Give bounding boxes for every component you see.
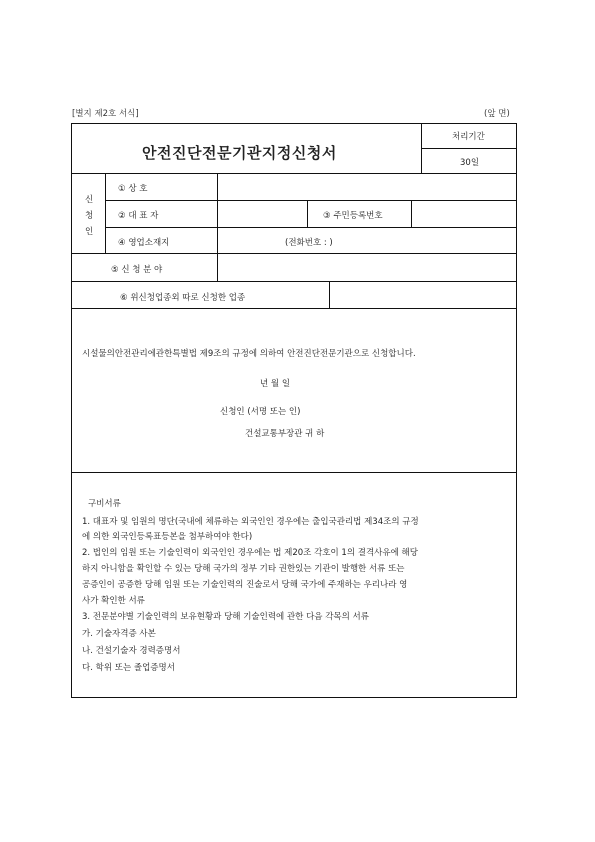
recipient: 건설교통부장관 귀 하 bbox=[245, 429, 325, 439]
divider bbox=[329, 281, 330, 308]
divider bbox=[421, 148, 517, 149]
divider bbox=[71, 472, 517, 473]
applicant-label-char: 신 bbox=[85, 195, 94, 205]
declaration-statement: 시설물의안전관리에관한특별법 제9조의 규정에 의하여 안전진단전문기관으로 신청합니다. bbox=[82, 349, 416, 359]
divider bbox=[421, 123, 422, 173]
document-line: 하지 아니함을 확인할 수 있는 당해 국가의 정부 기타 권한있는 기관이 발행한 서류 또는 bbox=[82, 564, 405, 574]
divider bbox=[71, 253, 517, 254]
document-line: 1. 대표자 및 임원의 명단(국내에 체류하는 외국인인 경우에는 출입국관리법 제34조의 규정 bbox=[82, 517, 419, 527]
representative-field[interactable] bbox=[219, 202, 305, 226]
office-address-field[interactable] bbox=[219, 229, 515, 252]
applicant-label-char: 인 bbox=[85, 227, 94, 237]
page-side-label: (앞 면) bbox=[484, 109, 510, 119]
form-title: 안전진단전문기관지정신청서 bbox=[142, 144, 337, 162]
divider bbox=[307, 200, 308, 227]
processing-period-value: 30일 bbox=[460, 158, 480, 168]
divider bbox=[105, 227, 517, 228]
required-documents-heading: 구비서류 bbox=[88, 499, 121, 509]
document-line: 공증인이 공증한 당해 임원 또는 기술인력의 진술로서 당해 국가에 주재하는 우리나라 영 bbox=[82, 580, 408, 590]
application-field-label: ⑤ 신 청 분 야 bbox=[111, 265, 163, 275]
business-name-label: ① 상 호 bbox=[118, 184, 148, 194]
form-number: [별지 제2호 서식] bbox=[72, 109, 139, 119]
document-line: 다. 학위 또는 졸업증명서 bbox=[82, 663, 175, 673]
divider bbox=[411, 200, 412, 227]
other-business-input[interactable] bbox=[331, 283, 515, 307]
document-line: 사가 확인한 서류 bbox=[82, 596, 145, 606]
declaration-date: 년 월 일 bbox=[260, 379, 291, 389]
divider bbox=[217, 173, 218, 281]
phone-number-label: (전화번호 : ) bbox=[285, 238, 333, 248]
representative-label: ② 대 표 자 bbox=[118, 211, 159, 221]
application-field-input[interactable] bbox=[219, 255, 515, 280]
office-address-label: ④ 영업소재지 bbox=[118, 238, 170, 248]
applicant-signature[interactable]: 신청인 (서명 또는 인) bbox=[220, 407, 301, 417]
divider bbox=[71, 308, 517, 309]
applicant-label-char: 청 bbox=[85, 211, 94, 221]
divider bbox=[105, 200, 517, 201]
divider bbox=[71, 173, 517, 174]
document-line: 에 의한 외국인등록표등본을 첨부하여야 한다) bbox=[82, 532, 253, 542]
divider bbox=[71, 281, 517, 282]
resident-number-field[interactable] bbox=[413, 202, 515, 226]
document-line: 2. 법인의 임원 또는 기술인력이 외국인인 경우에는 법 제20조 각호이 1의 결격사유에 해당 bbox=[82, 548, 418, 558]
divider bbox=[105, 173, 106, 253]
other-business-label: ⑥ 위신청업종외 따로 신청한 업종 bbox=[120, 293, 246, 303]
resident-number-label: ③ 주민등록번호 bbox=[323, 211, 383, 221]
document-line: 가. 기술자격증 사본 bbox=[82, 629, 156, 639]
processing-period-label: 처리기간 bbox=[452, 132, 485, 142]
business-name-field[interactable] bbox=[219, 175, 515, 199]
document-line: 나. 건설기술자 경력증명서 bbox=[82, 646, 181, 656]
document-line: 3. 전문분야별 기술인력의 보유현황과 당해 기술인력에 관한 다음 각목의 서류 bbox=[82, 612, 369, 622]
